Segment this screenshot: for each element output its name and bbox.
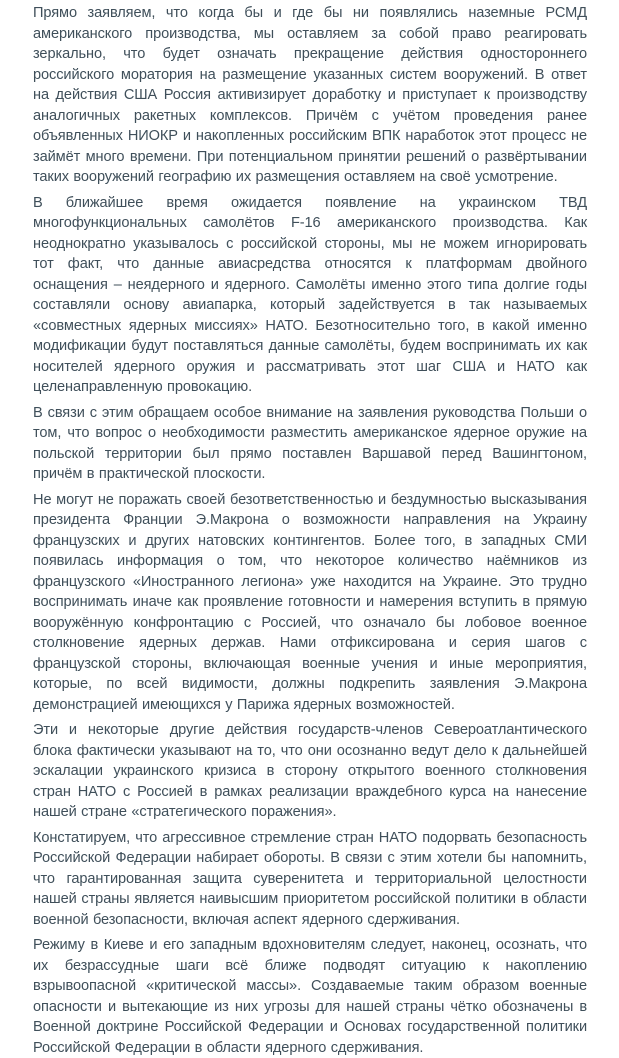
statement-paragraph-rsmd-moratorium: Прямо заявляем, что когда бы и где бы ни появлялись наземные РСМД американского производства, мы оставляем за собой право реагировать зеркально, что будет означать прекращение действия одностороннего российского моратория на размещение указанных систем вооружений. В ответ на действия США Россия активизирует доработку и приступает к производству аналогичных ракетных комплексов. Причём с учётом проведения ранее объявленных НИОКР и накопленных российским ВПК наработок этот процесс не займёт много времени. При потенциальном принятии решений о развёртывании таких вооружений географию их размещения оставляем на своё усмотрение.	[33, 5, 587, 185]
statement-paragraph-nato-escalation: Эти и некоторые другие действия государств-членов Североатлантического блока фактически указывают на то, что они осознанно ведут дело к дальнейшей эскалации украинского кризиса в сторону открытого военного столкновения стран НАТО с Россией в рамках реализации враждебного курса на нанесение нашей стране «стратегического поражения».	[33, 722, 587, 820]
statement-paragraph-f16: В ближайшее время ожидается появление на украинском ТВД многофункциональных самолётов F-16 американского производства. Как неоднократно указывалось с российской стороны, мы не можем игнорировать тот факт, что данные авиасредства относятся к платформам двойного оснащения – неядерного и ядерного. Самолёты именно этого типа долгие годы составляли основу авиапарка, который задействуется в так называемых «совместных ядерных миссиях» НАТО. Безотносительно того, в какой именно модификации будут поставляться данные самолёты, будем воспринимать их как носителей ядерного оружия и рассматривать этот шаг США и НАТО как целенаправленную провокацию.	[33, 194, 587, 395]
statement-paragraph-macron: Не могут не поражать своей безответственностью и бездумностью высказывания президента Франции Э.Макрона о возможности направления на Украину французских и других натовских контингентов. Более того, в западных СМИ появилась информация о том, что некоторое количество наёмников из французского «Иностранного легиона» уже находится на Украине. Это трудно воспринимать иначе как проявление готовности и намерения вступить в прямую вооружённую конфронтацию с Россией, что означало бы лобовое военное столкновение ядерных держав. Нами отфиксирована и серия шагов с французской стороны, включающая военные учения и иные мероприятия, которые, по всей видимости, должны подкрепить заявления Э.Макрона демонстрацией имеющихся у Парижа ядерных возможностей.	[33, 491, 587, 713]
statement-paragraph-security-priority: Констатируем, что агрессивное стремление стран НАТО подорвать безопасность Российской Федерации набирает обороты. В связи с этим хотели бы напомнить, что гарантированная защита суверенитета и территориальной целостности нашей страны является наивысшим приоритетом российской политики в области военной безопасности, включая аспект ядерного сдерживания.	[33, 829, 587, 928]
statement-paragraph-kiev-regime: Режиму в Киеве и его западным вдохновителям следует, наконец, осознать, что их безрассудные шаги всё ближе подводят ситуацию к накоплению взрывоопасной «критической массы». Создаваемые таким образом военные опасности и вытекающие из них угрозы для нашей страны чётко обозначены в Военной доктрине Российской Федерации и Основах государственной политики Российской Федерации в области ядерного сдерживания.	[33, 937, 587, 1056]
statement-paragraph-poland: В связи с этим обращаем особое внимание на заявления руководства Польши о том, что вопрос о необходимости разместить американское ядерное оружие на польской территории был прямо поставлен Варшавой перед Вашингтоном, причём в практической плоскости.	[33, 404, 587, 482]
